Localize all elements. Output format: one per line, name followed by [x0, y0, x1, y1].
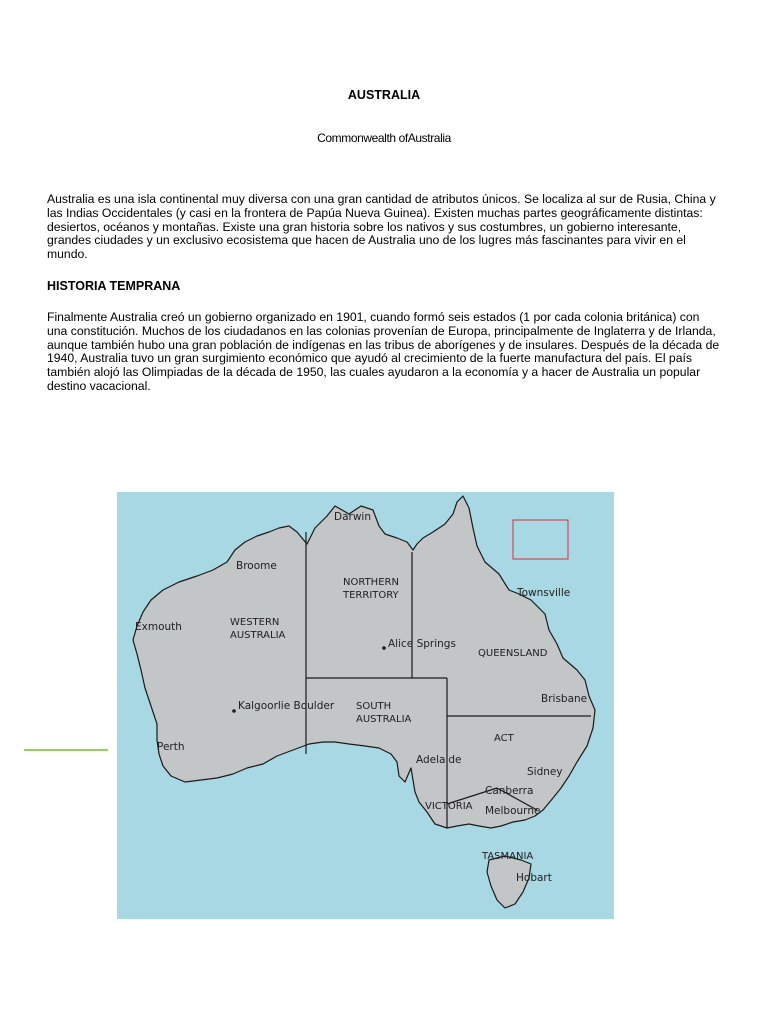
- label-queensland: QUEENSLAND: [478, 648, 548, 659]
- label-tasmania: TASMANIA: [482, 851, 534, 862]
- green-rule: [24, 749, 108, 751]
- australia-map-svg: [117, 492, 614, 919]
- city-darwin: Darwin: [334, 511, 371, 523]
- section-heading: HISTORIA TEMPRANA: [47, 279, 181, 293]
- label-south-australia-2: AUSTRALIA: [356, 714, 412, 725]
- alice-springs-dot: [382, 646, 386, 650]
- city-melbourne: Melbourne: [485, 805, 541, 817]
- city-hobart: Hobart: [516, 872, 552, 884]
- kalgoorlie-dot: [232, 709, 236, 713]
- city-exmouth: Exmouth: [135, 621, 182, 633]
- city-kalgoorlie: Kalgoorlie Boulder: [238, 700, 335, 712]
- page-subtitle: Commonwealth ofAustralia: [317, 131, 451, 145]
- city-alice-springs: Alice Springs: [388, 638, 456, 650]
- label-northern-territory-2: TERRITORY: [343, 590, 399, 601]
- label-act: ACT: [494, 733, 514, 744]
- city-brisbane: Brisbane: [541, 693, 588, 705]
- label-south-australia-1: SOUTH: [356, 701, 392, 712]
- label-western-australia-2: AUSTRALIA: [230, 630, 286, 641]
- history-paragraph: Finalmente Australia creó un gobierno organizado en 1901, cuando formó seis estados (1 por cada colonia británica) con una constitución. Muchos de los ciudadanos en las colonias provenían de Europa, principalmente de Inglaterra y de Irlanda, aunque también hubo una gran población de indígenas en las tribus de aborígenes y de insulares. Después de la década de 1940, Australia tuvo un gran surgimiento económico que ayudó al crecimiento de la fuerte manufactura del país. El país también alojó las Olimpiadas de la década de 1950, las cuales ayudaron a la economía y a hacer de Australia un popular destino vacacional.: [47, 310, 720, 393]
- intro-paragraph: Australia es una isla continental muy diversa con una gran cantidad de atributos únicos. Se localiza al sur de Rusia, China y las Indias Occidentales (y casi en la frontera de Papúa Nueva Guinea). Existen muchas partes geográficamente distintas: desiertos, océanos y montañas. Existe una gran historia sobre los nativos y sus costumbres, un gobierno interesante, grandes ciudades y un exclusivo ecosistema que hacen de Australia uno de los lugres más fascinantes para vivir en el mundo.: [47, 192, 716, 262]
- city-canberra: Canberra: [485, 785, 534, 797]
- city-townsville: Townsville: [517, 587, 571, 599]
- label-western-australia-1: WESTERN: [230, 617, 280, 628]
- city-perth: Perth: [157, 741, 185, 753]
- page-title: AUSTRALIA: [347, 88, 421, 102]
- city-broome: Broome: [236, 560, 277, 572]
- label-northern-territory-1: NORTHERN: [343, 577, 399, 588]
- australia-map: [117, 492, 614, 919]
- label-victoria: VICTORIA: [425, 801, 473, 812]
- city-sidney: Sidney: [527, 766, 563, 778]
- city-adelaide: Adelaide: [416, 754, 462, 766]
